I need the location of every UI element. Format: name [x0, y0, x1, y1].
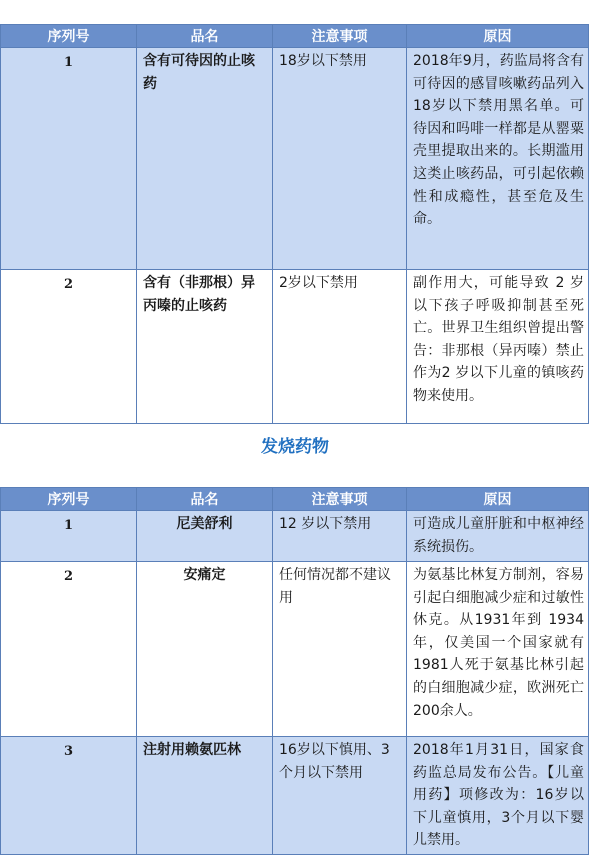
row-note: 12 岁以下禁用	[273, 511, 407, 562]
fever-medicine-table	[0, 487, 589, 855]
row-note: 任何情况都不建议用	[273, 562, 407, 737]
table-row	[1, 562, 589, 737]
table-row	[1, 737, 589, 855]
row-reason: 副作用大，可能导致 2 岁以下孩子呼吸抑制甚至死亡。世界卫生组织曾提出警告：非那根（异丙嗪）禁止作为2 岁以下儿童的镇咳药物来使用。	[407, 270, 589, 424]
row-drug-name: 含有可待因的止咳药	[137, 48, 273, 270]
row-reason: 可造成儿童肝脏和中枢神经系统损伤。	[407, 511, 589, 562]
row-note: 16岁以下慎用、3个月以下禁用	[273, 737, 407, 855]
row-seq: 3	[1, 737, 137, 855]
table-header-row	[1, 488, 589, 511]
section-title: 发烧药物	[261, 437, 329, 457]
row-reason: 2018年1月31日，国家食药监总局发布公告。【儿童用药】项修改为：16岁以下儿童慎用，3个月以下婴儿禁用。	[407, 737, 589, 855]
row-drug-name: 尼美舒利	[137, 511, 273, 562]
row-seq: 1	[1, 511, 137, 562]
row-seq: 2	[1, 270, 137, 424]
row-drug-name: 含有（非那根）异丙嗪的止咳药	[137, 270, 273, 424]
header-reason: 原因	[407, 25, 589, 48]
table-header-row	[1, 25, 589, 48]
header-seq: 序列号	[1, 25, 137, 48]
cough-medicine-table	[0, 24, 589, 424]
header-note: 注意事项	[273, 25, 407, 48]
table-row	[1, 270, 589, 424]
header-reason: 原因	[407, 488, 589, 511]
table-row	[1, 48, 589, 270]
row-seq: 1	[1, 48, 137, 270]
header-seq: 序列号	[1, 488, 137, 511]
header-note: 注意事项	[273, 488, 407, 511]
row-drug-name: 安痛定	[137, 562, 273, 737]
header-name: 品名	[137, 25, 273, 48]
row-note: 2岁以下禁用	[273, 270, 407, 424]
header-name: 品名	[137, 488, 273, 511]
row-reason: 为氨基比林复方制剂，容易引起白细胞减少症和过敏性休克。从1931年到 1934年，仅美国一个国家就有1981人死于氨基比林引起的白细胞减少症，欧洲死亡 200余人。	[407, 562, 589, 737]
row-seq: 2	[1, 562, 137, 737]
row-note: 18岁以下禁用	[273, 48, 407, 270]
table-row	[1, 511, 589, 562]
row-drug-name: 注射用赖氨匹林	[137, 737, 273, 855]
row-reason: 2018年9月，药监局将含有可待因的感冒咳嗽药品列入18岁以下禁用黑名单。可待因和吗啡一样都是从罂粟壳里提取出来的。长期滥用这类止咳药品，可引起依赖性和成瘾性，甚至危及生命。	[407, 48, 589, 270]
